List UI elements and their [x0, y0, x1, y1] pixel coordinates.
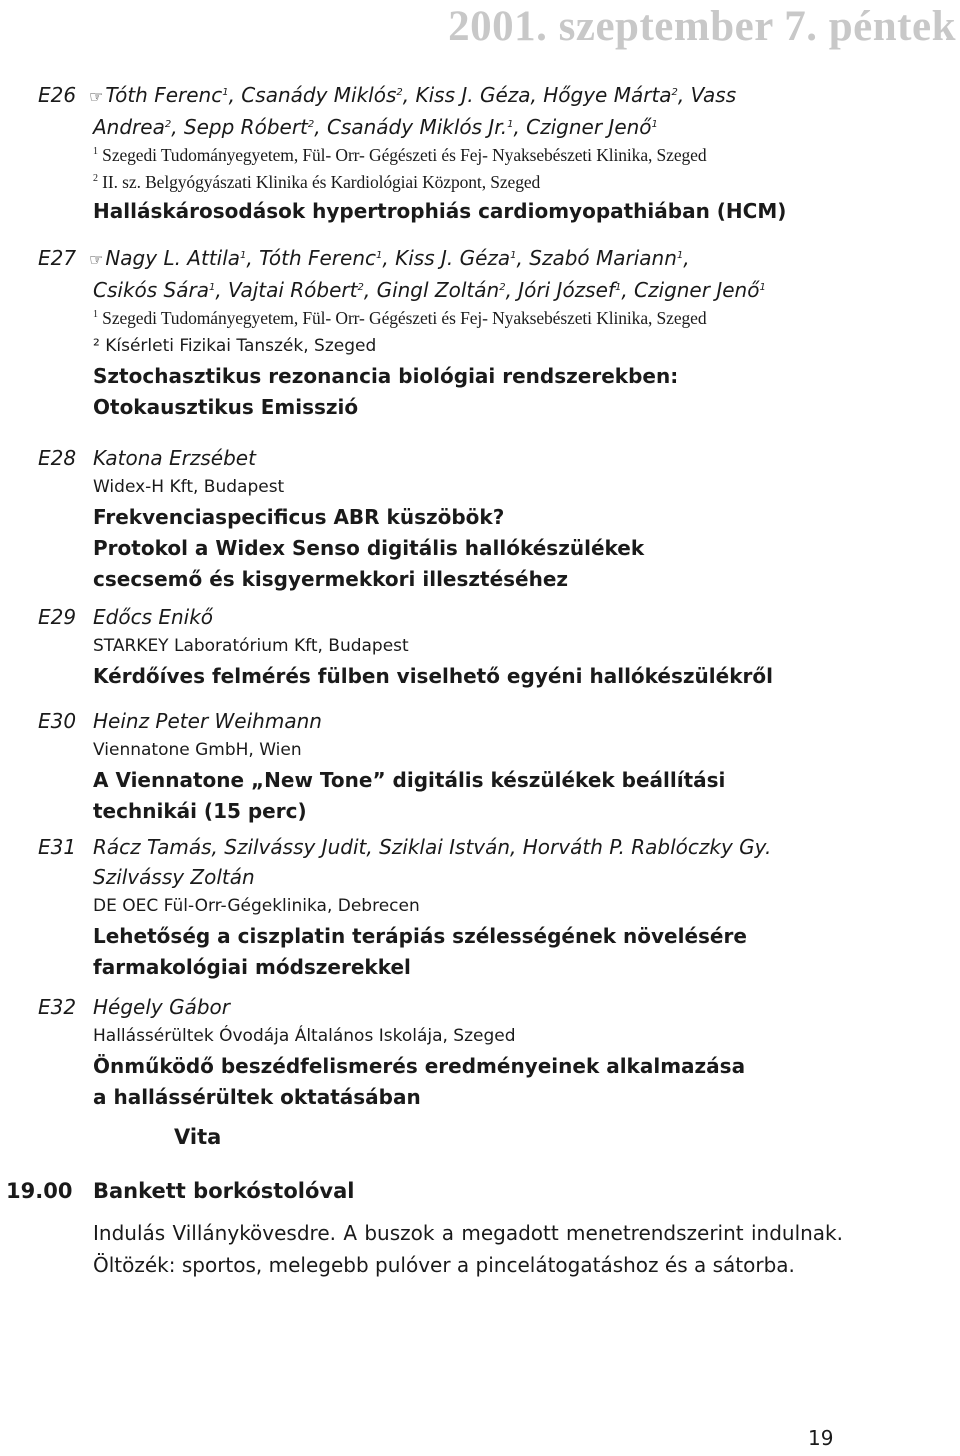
authors-line: Szilvássy Zoltán [93, 865, 255, 889]
pointing-hand-icon: ☞ [89, 250, 104, 269]
pointing-hand-icon: ☞ [89, 87, 104, 106]
entry-authors [89, 80, 960, 112]
program-entry-e30 [0, 706, 960, 832]
talk-title-line: a hallássérültek oktatásában [93, 1085, 421, 1109]
program-entry-e29 [0, 602, 960, 706]
entry-code: E29 [38, 605, 77, 629]
entry-authors: Hégely Gábor [93, 995, 231, 1019]
entry-code: E28 [38, 446, 77, 470]
authors-line: Andrea$^2$, Sepp Róbert$^2$, Csanády Miklós Jr.$^1$, Czigner Jenő$^1$ [93, 115, 658, 139]
program-entry-e28 [0, 443, 960, 602]
affiliation: ² Kísérleti Fizikai Tanszék, Szeged [93, 336, 377, 356]
authors-line: Csikós Sára$^1$, Vajtai Róbert$^2$, Gingl Zoltán$^2$, Jóri József$^1$, Czigner Jenő$^1$ [93, 278, 766, 302]
entry-code: E31 [38, 835, 77, 859]
entry-authors: Katona Erzsébet [93, 446, 256, 470]
vita-heading: Vita [174, 1125, 222, 1149]
affiliation: Widex-H Kft, Budapest [93, 477, 285, 497]
entry-code: E30 [38, 709, 77, 733]
banquet-time: 19.00 [6, 1179, 73, 1203]
talk-title-line: farmakológiai módszerekkel [93, 955, 411, 979]
talk-title-line: Protokol a Widex Senso digitális hallókészülékek [93, 536, 645, 560]
talk-title-line: Otokausztikus Emisszió [93, 395, 359, 419]
authors-line: Rácz Tamás, Szilvássy Judit, Sziklai István, Horváth P. Rablóczky Gy. [93, 835, 772, 859]
entry-code: E26 [38, 83, 77, 107]
entry-authors: Edőcs Enikő [93, 605, 214, 629]
affiliation: $^2$ II. sz. Belgyógyászati Klinika és Kardiológiai Központ, Szeged [93, 172, 541, 192]
talk-title-line: technikái (15 perc) [93, 799, 307, 823]
affiliation: Hallássérültek Óvodája Általános Iskolája, Szeged [93, 1026, 516, 1046]
talk-title: Halláskárosodások hypertrophiás cardiomyopathiában (HCM) [93, 199, 787, 223]
talk-title-line: Lehetőség a ciszplatin terápiás szélességének növelésére [93, 924, 747, 948]
talk-title-line: csecsemő és kisgyermekkori illesztéséhez [93, 567, 569, 591]
banquet-title: Bankett borkóstolóval [93, 1179, 355, 1203]
entry-code: E32 [38, 995, 77, 1019]
talk-title-line: A Viennatone „New Tone” digitális készülékek beállítási [93, 768, 726, 792]
affiliation: Viennatone GmbH, Wien [93, 740, 302, 760]
affiliation: $^1$ Szegedi Tudományegyetem, Fül- Orr- Gégészeti és Fej- Nyaksebészeti Klinika, Szeged [93, 308, 707, 328]
program-entry-e32 [0, 992, 960, 1112]
talk-title-line: Önműködő beszédfelismerés eredményeinek alkalmazása [93, 1054, 746, 1078]
entry-code: E27 [38, 246, 77, 270]
header-date: 2001. szeptember 7. péntek [448, 3, 956, 50]
authors-line: Tóth Ferenc$^1$, Csanády Miklós$^2$, Kiss J. Géza, Hőgye Márta$^2$, Vass [105, 83, 737, 107]
talk-title: Kérdőíves felmérés fülben viselhető egyéni hallókészülékről [93, 664, 773, 688]
entry-authors: Heinz Peter Weihmann [93, 709, 322, 733]
program-entries [0, 80, 960, 1112]
banquet-description: Indulás Villánykövesdre. A buszok a megadott menetrendszerint indulnak. Öltözék: sportos, melegebb pulóver a pincelátogatáshoz és a sátorba. [93, 1221, 843, 1277]
talk-title-line: Frekvenciaspecificus ABR küszöbök? [93, 505, 505, 529]
talk-title-line: Sztochasztikus rezonancia biológiai rendszerekben: [93, 364, 679, 388]
affiliation: DE OEC Fül-Orr-Gégeklinika, Debrecen [93, 896, 420, 916]
authors-line: Nagy L. Attila$^1$, Tóth Ferenc$^1$, Kiss J. Géza$^1$, Szabó Mariann$^1$, [105, 246, 690, 270]
program-entry-e31 [0, 832, 960, 992]
page-number: 19 [808, 1426, 834, 1450]
program-entry-e27 [0, 243, 960, 443]
program-entry-e26 [0, 80, 960, 243]
entry-authors [89, 243, 960, 275]
affiliation: $^1$ Szegedi Tudományegyetem, Fül- Orr- Gégészeti és Fej- Nyaksebészeti Klinika, Szeged [93, 145, 707, 165]
affiliation: STARKEY Laboratórium Kft, Budapest [93, 636, 409, 656]
